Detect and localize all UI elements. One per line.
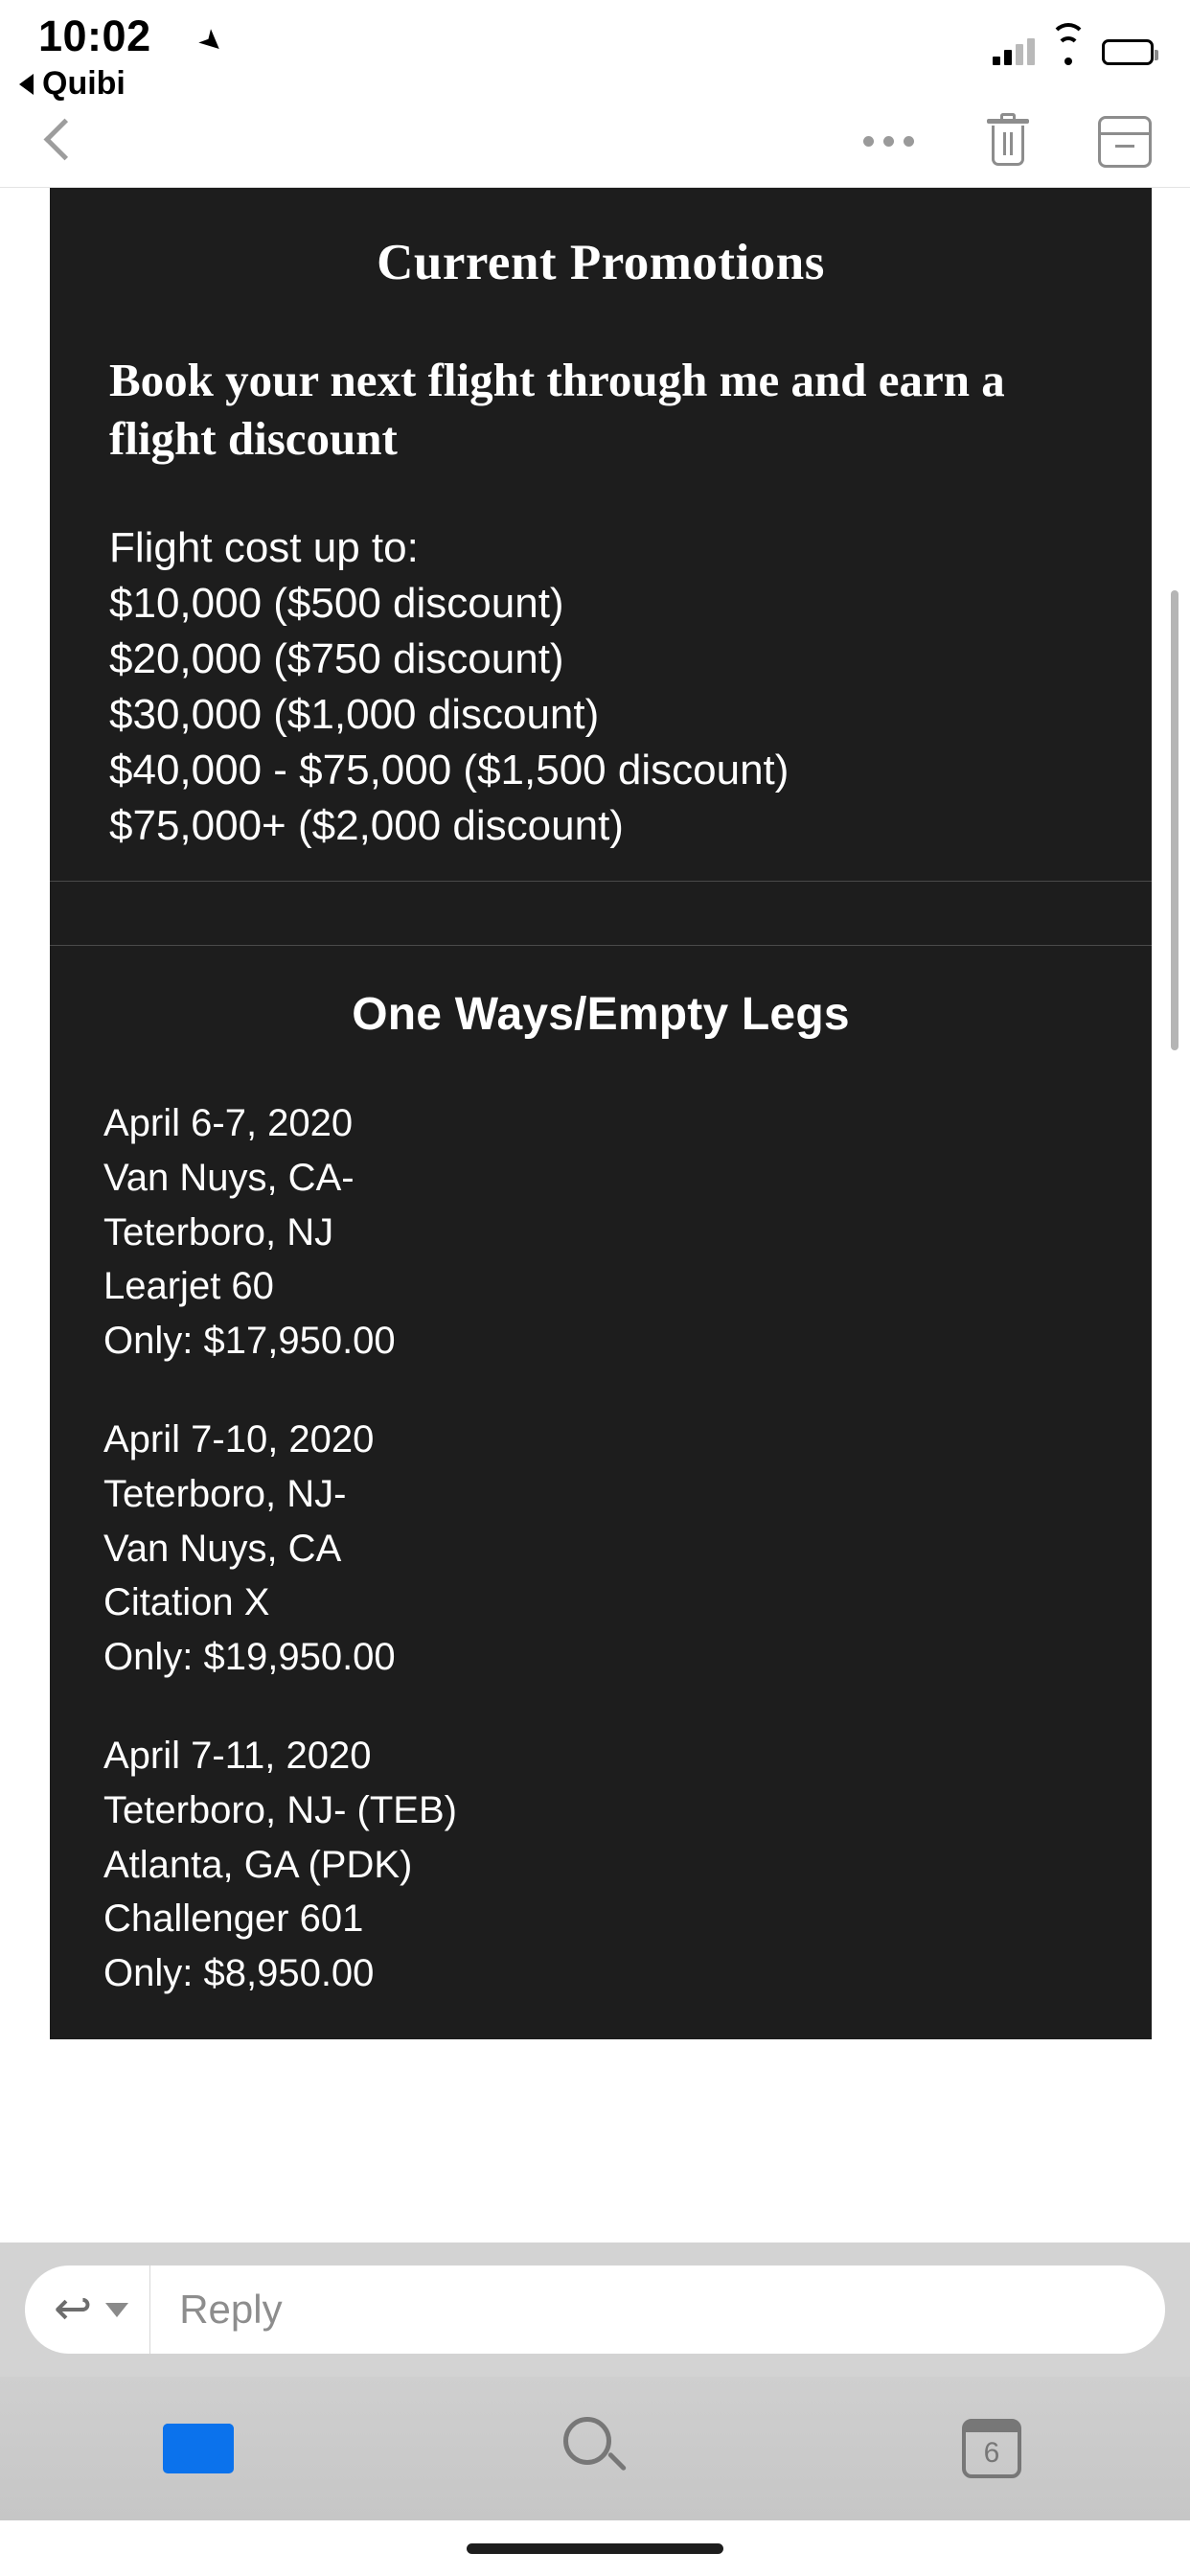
- tab-search[interactable]: [397, 2417, 793, 2480]
- leg-dates: April 7-11, 2020: [103, 1734, 372, 1777]
- vertical-scrollbar[interactable]: [1171, 590, 1179, 1050]
- discount-tier: $40,000 - $75,000 ($1,500 discount): [109, 746, 790, 794]
- bottom-tab-bar: [0, 2377, 1190, 2520]
- list-item: [103, 1729, 1106, 2001]
- promotions-section: [50, 188, 1152, 881]
- list-item: [103, 1413, 1106, 1685]
- more-dots-icon[interactable]: [863, 136, 914, 147]
- discount-tier: $20,000 ($750 discount): [109, 634, 564, 682]
- leg-origin: Teterboro, NJ-: [103, 1472, 347, 1515]
- calendar-icon: [962, 2419, 1021, 2478]
- section-divider: [50, 881, 1152, 946]
- leg-origin: Van Nuys, CA-: [103, 1156, 355, 1199]
- promotions-title: Current Promotions: [377, 235, 825, 290]
- email-body-scroll-area[interactable]: [0, 188, 1190, 2242]
- leg-destination: Van Nuys, CA: [103, 1527, 342, 1570]
- battery-icon: [1102, 39, 1154, 65]
- discount-tier: $10,000 ($500 discount): [109, 579, 564, 627]
- discount-tier: $75,000+ ($2,000 discount): [109, 801, 624, 849]
- status-indicators: [993, 27, 1154, 65]
- leg-destination: Atlanta, GA (PDK): [103, 1843, 413, 1886]
- one-ways-section: [50, 946, 1152, 2039]
- wifi-icon: [1050, 38, 1087, 65]
- leg-price: Only: $19,950.00: [103, 1636, 396, 1679]
- list-item: [103, 1096, 1106, 1368]
- leg-price: Only: $17,950.00: [103, 1320, 396, 1363]
- message-toolbar: [0, 96, 1190, 188]
- discount-tier: $30,000 ($1,000 discount): [109, 690, 600, 738]
- back-to-app-button[interactable]: [19, 65, 126, 103]
- reply-arrow-icon: ↩: [54, 2284, 93, 2334]
- back-button[interactable]: [33, 113, 90, 171]
- reply-bar: [0, 2242, 1190, 2377]
- discount-intro: Flight cost up to:: [109, 523, 419, 571]
- calendar-day-label: 6: [983, 2437, 1000, 2469]
- home-indicator[interactable]: [467, 2543, 723, 2554]
- location-arrow-icon: ➤: [192, 21, 231, 62]
- home-indicator-area: [0, 2520, 1190, 2576]
- leg-aircraft: Citation X: [103, 1581, 270, 1624]
- leg-aircraft: Learjet 60: [103, 1265, 274, 1308]
- reply-field-container[interactable]: [25, 2266, 1165, 2354]
- leg-dates: April 7-10, 2020: [103, 1417, 375, 1460]
- leg-dates: April 6-7, 2020: [103, 1101, 354, 1144]
- leg-aircraft: Challenger 601: [103, 1898, 364, 1941]
- cellular-signal-icon: [993, 38, 1035, 65]
- leg-price: Only: $8,950.00: [103, 1952, 375, 1995]
- one-ways-title: One Ways/Empty Legs: [352, 988, 850, 1040]
- leg-origin: Teterboro, NJ- (TEB): [103, 1788, 457, 1831]
- status-time: 10:02: [38, 12, 151, 60]
- chevron-down-icon: [105, 2303, 128, 2317]
- trash-icon[interactable]: [985, 115, 1031, 169]
- triangle-left-icon: [19, 74, 34, 95]
- reply-options-button[interactable]: [25, 2266, 150, 2354]
- reply-input[interactable]: Reply: [179, 2287, 283, 2332]
- leg-destination: Teterboro, NJ: [103, 1210, 334, 1254]
- mail-icon: [163, 2424, 234, 2473]
- search-icon: [563, 2417, 627, 2480]
- email-content: [50, 188, 1152, 2039]
- discount-tier-list: [109, 520, 1106, 854]
- archive-box-icon[interactable]: [1098, 116, 1152, 168]
- tab-calendar[interactable]: [793, 2419, 1190, 2478]
- back-to-app-label: Quibi: [42, 65, 126, 102]
- status-bar: [0, 0, 1190, 102]
- tab-mail[interactable]: [0, 2424, 397, 2473]
- promotions-subtitle: Book your next flight through me and earn a flight discount: [109, 354, 1005, 466]
